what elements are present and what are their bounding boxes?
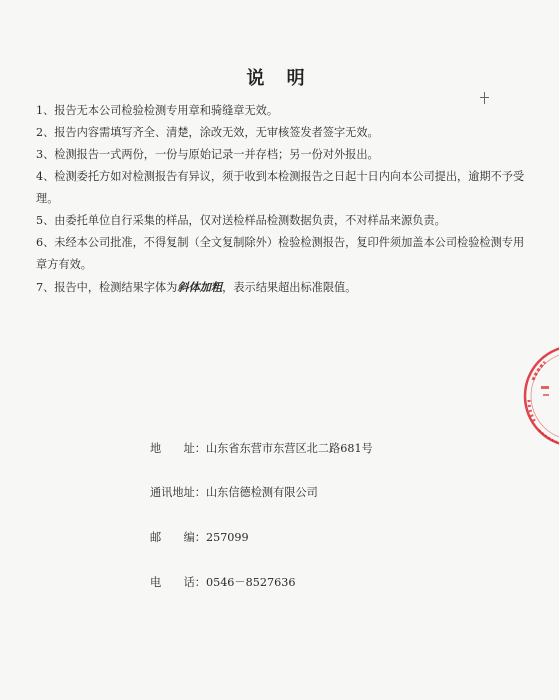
contact-postcode bbox=[150, 529, 249, 545]
note-item-6: 6、未经本公司批准，不得复制（全文复制除外）检验检测报告，复印件须加盖本公司检验检测专用章方有效。 bbox=[36, 236, 525, 271]
note-item-1: 1、报告无本公司检验检测专用章和骑缝章无效。 bbox=[36, 104, 279, 117]
address-label: 地 址： bbox=[150, 442, 206, 455]
postcode-label: 邮 编： bbox=[150, 531, 206, 544]
phone-value: 0546－8527636 bbox=[205, 576, 296, 589]
scan-mark bbox=[480, 97, 489, 98]
note-item-4: 4、检测委托方如对检测报告有异议，须于收到本检测报告之日起十日内向本公司提出，逾期不予受理。 bbox=[36, 170, 525, 205]
phone-label: 电 话： bbox=[150, 576, 206, 589]
note-item-3: 3、检测报告一式两份，一份与原始记录一并存档；另一份对外报出。 bbox=[36, 148, 379, 161]
notes-list bbox=[36, 100, 526, 299]
mail-label: 通讯地址： bbox=[150, 486, 206, 499]
contact-phone bbox=[150, 574, 295, 590]
contact-address bbox=[150, 440, 373, 456]
note-item-2: 2、报告内容需填写齐全、清楚，涂改无效，无审核签发者签字无效。 bbox=[36, 126, 379, 139]
note-item-7-emphasis: 斜体加粗 bbox=[177, 280, 223, 294]
postcode-value: 257099 bbox=[205, 531, 249, 544]
page-title: 说 明 bbox=[246, 68, 313, 89]
contact-mail bbox=[150, 484, 318, 500]
company-seal-stamp bbox=[519, 340, 559, 452]
seal-icon bbox=[519, 340, 559, 452]
mail-value: 山东信德检测有限公司 bbox=[205, 486, 318, 499]
note-item-7-suffix: ，表示结果超出标准限值。 bbox=[222, 281, 357, 294]
note-item-5: 5、由委托单位自行采集的样品，仅对送检样品检测数据负责，不对样品来源负责。 bbox=[36, 214, 446, 227]
note-item-7-prefix: 7、报告中，检测结果字体为 bbox=[36, 281, 178, 294]
address-value: 山东省东营市东营区北二路681号 bbox=[205, 442, 373, 455]
note-item-7 bbox=[36, 276, 526, 299]
